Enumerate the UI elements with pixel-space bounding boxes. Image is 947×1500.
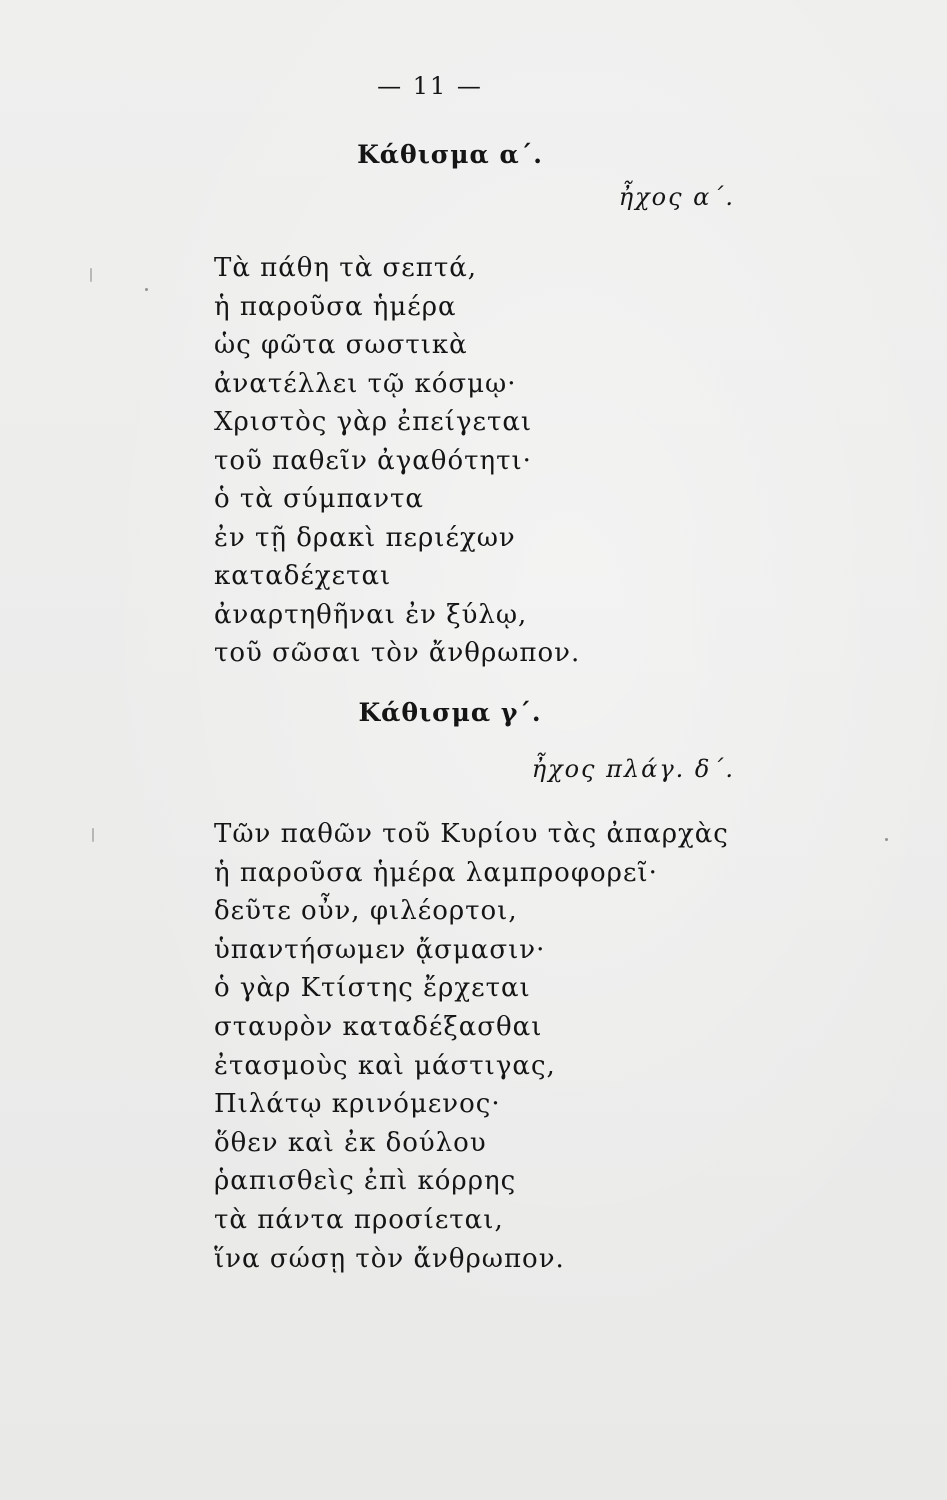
verse-line: τοῦ παθεῖν ἀγαθότητι· (214, 445, 532, 476)
verse-line: καταδέχεται (214, 561, 392, 591)
section-heading-kathisma-3: Κάθισμα γ΄. (358, 698, 542, 727)
section-mode-kathisma-3: ἦχος πλάγ. δ΄. (531, 755, 735, 783)
verse-line: Χριστὸς γὰρ ἐπείγεται (214, 407, 533, 437)
verse-line: τὰ πάντα προσίεται, (214, 1204, 504, 1235)
verse-line: ἀναρτηθῆναι ἐν ξύλῳ, (214, 599, 528, 630)
verse-line: ὁ τὰ σύμπαντα (214, 484, 424, 514)
page-number: — 11 — (377, 72, 483, 100)
verse-line: ῥαπισθεὶς ἐπὶ κόρρης (214, 1166, 517, 1197)
verse-line: Τὰ πάθη τὰ σεπτά, (214, 253, 478, 283)
verse-line: ἀνατέλλει τῷ κόσμῳ· (214, 368, 517, 399)
verse-line: ὡς φῶτα σωστικὰ (214, 330, 468, 360)
verse-line: ἐτασμοὺς καὶ μάστιγας, (214, 1050, 556, 1081)
section-heading-kathisma-1: Κάθισμα α΄. (357, 140, 543, 169)
verse-line: Τῶν παθῶν τοῦ Κυρίου τὰς ἀπαρχὰς (214, 819, 729, 849)
verse-line: δεῦτε οὖν, φιλέορτοι, (214, 896, 518, 927)
verse-line: τοῦ σῶσαι τὸν ἄνθρωπον. (214, 638, 581, 668)
verse-line: Πιλάτῳ κρινόμενος· (214, 1089, 501, 1120)
paper-speck (885, 838, 888, 841)
verse-line: ἵνα σώσῃ τὸν ἄνθρωπον. (214, 1243, 565, 1274)
verse-kathisma-1 (214, 249, 580, 673)
verse-line: σταυρὸν καταδέξασθαι (214, 1011, 543, 1042)
verse-kathisma-3 (214, 815, 729, 1278)
verse-line: ὁ γὰρ Κτίστης ἔρχεται (214, 973, 531, 1004)
paper-speck (145, 288, 148, 291)
paper-speck (92, 828, 94, 842)
paper-speck (90, 268, 92, 282)
verse-line: ἐν τῇ δρακὶ περιέχων (214, 522, 516, 553)
verse-line: ἡ παροῦσα ἡμέρα (214, 291, 457, 322)
verse-line: ὑπαντήσωμεν ᾄσμασιν· (214, 934, 546, 965)
verse-line: ἡ παροῦσα ἡμέρα λαμπροφορεῖ· (214, 857, 658, 888)
verse-line: ὅθεν καὶ ἐκ δούλου (214, 1127, 487, 1158)
section-mode-kathisma-1: ἦχος α΄. (618, 183, 735, 211)
